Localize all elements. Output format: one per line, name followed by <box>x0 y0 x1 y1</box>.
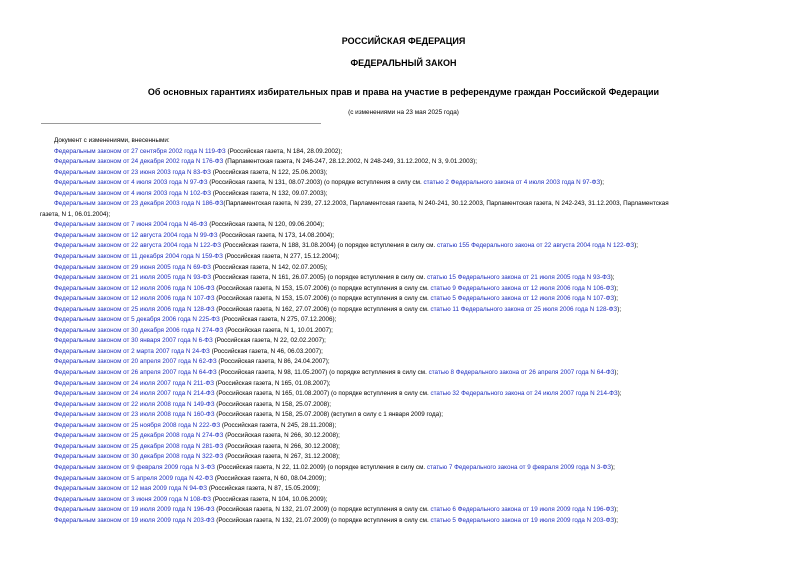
country-heading: РОССИЙСКАЯ ФЕДЕРАЦИЯ <box>341 36 466 46</box>
amendments-list <box>40 147 767 527</box>
amendment-source-text: (Российская газета, N 245, 28.11.2008); <box>220 421 337 429</box>
entry-into-force-link[interactable]: статью 7 Федерального закона от 9 февраля 2009 года N 3-ФЗ <box>426 463 612 471</box>
amendment-law-link[interactable]: Федеральным законом от 19 июля 2009 года N 203-ФЗ <box>54 516 215 524</box>
divider <box>41 123 321 124</box>
entry-into-force-link[interactable]: статью 5 Федерального закона от 19 июля 2009 года N 203-ФЗ <box>430 516 615 524</box>
amendment-item <box>40 231 767 242</box>
entry-into-force-link[interactable]: статью 5 Федерального закона от 12 июля 2006 года N 107-ФЗ <box>430 295 615 303</box>
edition-note: (с изменениями на 23 мая 2025 года) <box>348 109 459 116</box>
amendment-item <box>40 452 767 463</box>
amendment-source-text: (Российская газета, N 122, 25.06.2003); <box>210 168 328 176</box>
amendment-law-link[interactable]: Федеральным законом от 3 июня 2009 года N 108-ФЗ <box>54 495 211 503</box>
amendment-law-link[interactable]: Федеральным законом от 27 сентября 2002 года N 119-ФЗ <box>54 147 226 155</box>
amendment-item <box>40 484 767 495</box>
amendment-source-text: (Российская газета, N 188, 31.08.2004) (о порядке вступления в силу см. <box>221 242 437 250</box>
amendment-law-link[interactable]: Федеральным законом от 23 декабря 2003 года N 186-ФЗ <box>54 200 224 208</box>
amendment-item <box>40 220 767 231</box>
amendment-item <box>40 189 767 200</box>
amendment-law-link[interactable]: Федеральным законом от 25 ноября 2008 года N 222-ФЗ <box>54 421 221 429</box>
amendment-item <box>40 368 767 379</box>
amendment-item <box>40 505 767 516</box>
amendment-item <box>40 442 767 453</box>
amendment-law-link[interactable]: Федеральным законом от 23 июля 2008 года N 160-ФЗ <box>54 411 215 419</box>
amendment-tail-text: ); <box>614 506 619 514</box>
amendment-item <box>40 294 767 305</box>
entry-into-force-link[interactable]: статью 155 Федерального закона от 22 августа 2004 года N 122-ФЗ <box>436 242 635 250</box>
amendment-source-text: (Российская газета, N 266, 30.12.2008); <box>223 442 340 450</box>
amendment-source-text: (Российская газета, N 158, 25.07.2008) (вступил в силу с 1 января 2009 года); <box>214 411 444 419</box>
amendment-law-link[interactable]: Федеральным законом от 2 марта 2007 года N 24-ФЗ <box>54 347 210 355</box>
amendment-item <box>40 463 767 474</box>
amendment-source-text: (Российская газета, N 120, 09.06.2004); <box>207 221 324 229</box>
amendment-law-link[interactable]: Федеральным законом от 21 июля 2005 года N 93-ФЗ <box>54 274 212 282</box>
amendment-item <box>40 168 767 179</box>
amendment-item <box>40 379 767 390</box>
amendment-source-text: (Российская газета, N 86, 24.04.2007); <box>216 358 330 366</box>
amendment-item <box>40 241 767 252</box>
amendment-law-link[interactable]: Федеральным законом от 26 апреля 2007 года N 64-ФЗ <box>54 369 217 377</box>
amendment-law-link[interactable]: Федеральным законом от 5 апреля 2009 года N 42-ФЗ <box>54 474 214 482</box>
amendment-source-text: (Российская газета, N 132, 21.07.2009) (о порядке вступления в силу см. <box>214 516 431 524</box>
amendment-source-text: (Российская газета, N 46, 06.03.2007); <box>209 347 323 355</box>
amendment-source-text: (Российская газета, N 60, 08.04.2009); <box>213 474 327 482</box>
amendment-tail-text: ); <box>600 179 605 187</box>
amendment-tail-text: ); <box>617 305 622 313</box>
amendment-item <box>40 474 767 485</box>
amendment-source-text: (Российская газета, N 162, 27.07.2006) (о порядке вступления в силу см. <box>214 305 431 313</box>
amendment-law-link[interactable]: Федеральным законом от 19 июля 2009 года N 196-ФЗ <box>54 506 215 514</box>
amendment-item <box>40 199 767 210</box>
amendment-source-text: (Российская газета, N 161, 26.07.2005) (о порядке вступления в силу см. <box>211 274 427 282</box>
amendment-item <box>40 284 767 295</box>
amendment-source-text: (Российская газета, N 158, 25.07.2008); <box>214 400 332 408</box>
amendment-tail-text: ); <box>611 463 615 471</box>
amendment-source-text: (Российская газета, N 98, 11.05.2007) (о порядке вступления в силу см. <box>216 369 429 377</box>
amendment-source-text: (Российская газета, N 267, 31.12.2008); <box>223 453 340 461</box>
document-title: Об основных гарантиях избирательных прав и права на участие в референдуме граждан Российской Федерации <box>147 87 660 97</box>
amendment-source-text: (Российская газета, N 1, 10.01.2007); <box>223 326 333 334</box>
amendment-law-link[interactable]: Федеральным законом от 30 декабря 2008 года N 322-ФЗ <box>54 453 224 461</box>
amendment-source-text: (Российская газета, N 142, 02.07.2005); <box>210 263 328 271</box>
amendments-intro: Документ с изменениями, внесенными: <box>54 137 170 144</box>
amendment-law-link[interactable]: Федеральным законом от 11 декабря 2004 года N 159-ФЗ <box>54 253 223 261</box>
amendment-source-text: (Российская газета, N 132, 21.07.2009) (о порядке вступления в силу см. <box>214 506 431 514</box>
amendment-item <box>40 336 767 347</box>
amendment-item <box>40 357 767 368</box>
amendment-law-link[interactable]: Федеральным законом от 25 декабря 2008 года N 281-ФЗ <box>54 442 224 450</box>
amendment-item <box>40 400 767 411</box>
amendment-law-link[interactable]: Федеральным законом от 25 декабря 2008 года N 274-ФЗ <box>54 432 224 440</box>
amendment-item <box>40 178 767 189</box>
entry-into-force-link[interactable]: статью 2 Федерального закона от 4 июля 2003 года N 97-ФЗ <box>423 179 601 187</box>
amendment-tail-text: ); <box>614 516 619 524</box>
amendment-law-link[interactable]: Федеральным законом от 23 июня 2003 года N 83-ФЗ <box>54 168 211 176</box>
amendment-law-link[interactable]: Федеральным законом от 4 июля 2003 года N 102-ФЗ <box>54 189 212 197</box>
amendment-item <box>40 410 767 421</box>
amendment-law-link[interactable]: Федеральным законом от 12 июля 2006 года N 107-ФЗ <box>54 295 215 303</box>
amendment-item <box>40 326 767 337</box>
amendment-law-link[interactable]: Федеральным законом от 22 августа 2004 года N 122-ФЗ <box>54 242 222 250</box>
amendment-law-link[interactable]: Федеральным законом от 12 июля 2006 года N 106-ФЗ <box>54 284 215 292</box>
amendment-item <box>40 389 767 400</box>
amendment-item <box>40 516 767 527</box>
amendment-law-link[interactable]: Федеральным законом от 5 декабря 2006 года N 225-ФЗ <box>54 316 220 324</box>
amendment-item <box>40 431 767 442</box>
amendment-source-text: (Российская газета, N 153, 15.07.2006) (о порядке вступления в силу см. <box>214 295 431 303</box>
amendment-source-text: (Парламентская газета, N 239, 27.12.2003, Парламентская газета, N 240-241, 30.12.2003, Парламентская газета, N 242-243, 31.12.2003, Парламентская <box>223 200 669 208</box>
amendment-source-text: (Российская газета, N 87, 15.05.2009); <box>207 485 321 493</box>
amendment-tail-text: ); <box>610 274 615 282</box>
amendment-item <box>40 157 767 168</box>
amendment-item <box>40 495 767 506</box>
amendment-tail-text: ); <box>614 369 619 377</box>
amendment-source-text: (Российская газета, N 22, 11.02.2009) (о порядке вступления в силу см. <box>214 463 427 471</box>
amendment-source-text: (Российская газета, N 132, 09.07.2003); <box>211 189 328 197</box>
amendment-law-link[interactable]: Федеральным законом от 30 декабря 2006 года N 274-ФЗ <box>54 326 224 334</box>
amendment-tail-text: ); <box>634 242 639 250</box>
entry-into-force-link[interactable]: статью 32 Федерального закона от 24 июля 2007 года N 214-ФЗ <box>430 390 618 398</box>
amendment-source-text: (Парламентская газета, N 246-247, 28.12.2002, N 248-249, 31.12.2002, N 3, 9.01.2003); <box>223 158 478 166</box>
amendment-source-text: (Российская газета, N 266, 30.12.2008); <box>223 432 340 440</box>
amendment-law-link[interactable]: Федеральным законом от 4 июля 2003 года N 97-ФЗ <box>54 179 208 187</box>
amendment-law-link[interactable]: Федеральным законом от 22 июля 2008 года N 149-ФЗ <box>54 400 215 408</box>
amendment-law-link[interactable]: Федеральным законом от 30 января 2007 года N 6-ФЗ <box>54 337 213 345</box>
amendment-item <box>40 421 767 432</box>
amendment-law-link[interactable]: Федеральным законом от 7 июня 2004 года N 46-ФЗ <box>54 221 208 229</box>
amendment-source-text: (Российская газета, N 275, 07.12.2006); <box>219 316 337 324</box>
amendment-source-text: (Российская газета, N 153, 15.07.2006) (о порядке вступления в силу см. <box>214 284 431 292</box>
entry-into-force-link[interactable]: статью 15 Федерального закона от 21 июля 2005 года N 93-ФЗ <box>426 274 611 282</box>
amendment-source-text: (Российская газета, N 104, 10.06.2009); <box>210 495 328 503</box>
amendment-law-link[interactable]: Федеральным законом от 12 августа 2004 года N 99-ФЗ <box>54 231 218 239</box>
entry-into-force-link[interactable]: статью 8 Федерального закона от 26 апреля 2007 года N 64-ФЗ <box>428 369 615 377</box>
amendments-block <box>40 136 767 526</box>
amendment-law-link[interactable]: Федеральным законом от 24 декабря 2002 года N 176-ФЗ <box>54 158 224 166</box>
amendment-tail-text: ); <box>614 284 619 292</box>
amendment-source-text: (Российская газета, N 131, 08.07.2003) (о порядке вступления в силу см. <box>207 179 424 187</box>
amendment-law-link[interactable]: Федеральным законом от 20 апреля 2007 года N 62-ФЗ <box>54 358 217 366</box>
amendment-law-link[interactable]: Федеральным законом от 9 февраля 2009 года N 3-ФЗ <box>54 463 215 471</box>
amendment-law-link[interactable]: Федеральным законом от 24 июля 2007 года N 211-ФЗ <box>54 379 215 387</box>
amendment-source-text: (Российская газета, N 22, 02.02.2007); <box>212 337 326 345</box>
amendment-source-text: (Российская газета, N 184, 28.09.2002); <box>225 147 343 155</box>
amendment-tail-text: ); <box>617 390 622 398</box>
amendment-item <box>40 305 767 316</box>
entry-into-force-link[interactable]: статью 11 Федерального закона от 25 июля 2006 года N 128-ФЗ <box>430 305 618 313</box>
amendment-law-link[interactable]: Федеральным законом от 25 июля 2006 года N 128-ФЗ <box>54 305 215 313</box>
amendment-law-link[interactable]: Федеральным законом от 24 июля 2007 года N 214-ФЗ <box>54 390 215 398</box>
amendment-source-text: (Российская газета, N 165, 01.08.2007); <box>214 379 331 387</box>
amendment-source-text: (Российская газета, N 165, 01.08.2007) (о порядке вступления в силу см. <box>214 390 431 398</box>
amendment-source-text: (Российская газета, N 173, 14.08.2004); <box>217 231 335 239</box>
entry-into-force-link[interactable]: статью 6 Федерального закона от 19 июля 2009 года N 196-ФЗ <box>430 506 615 514</box>
amendment-item <box>40 347 767 358</box>
amendment-continuation: газета, N 1, 06.01.2004); <box>40 210 111 218</box>
amendment-item <box>40 147 767 158</box>
amendment-tail-text: ); <box>614 295 619 303</box>
document-type-heading: ФЕДЕРАЛЬНЫЙ ЗАКОН <box>350 58 457 68</box>
amendment-item <box>40 315 767 326</box>
amendment-law-link[interactable]: Федеральным законом от 12 мая 2009 года N 94-ФЗ <box>54 485 208 493</box>
amendment-item <box>40 263 767 274</box>
amendment-item <box>40 252 767 263</box>
entry-into-force-link[interactable]: статью 9 Федерального закона от 12 июля 2006 года N 106-ФЗ <box>430 284 615 292</box>
amendment-source-text: (Российская газета, N 277, 15.12.2004); <box>222 253 340 261</box>
amendment-item <box>40 273 767 284</box>
amendment-law-link[interactable]: Федеральным законом от 29 июня 2005 года N 69-ФЗ <box>54 263 211 271</box>
